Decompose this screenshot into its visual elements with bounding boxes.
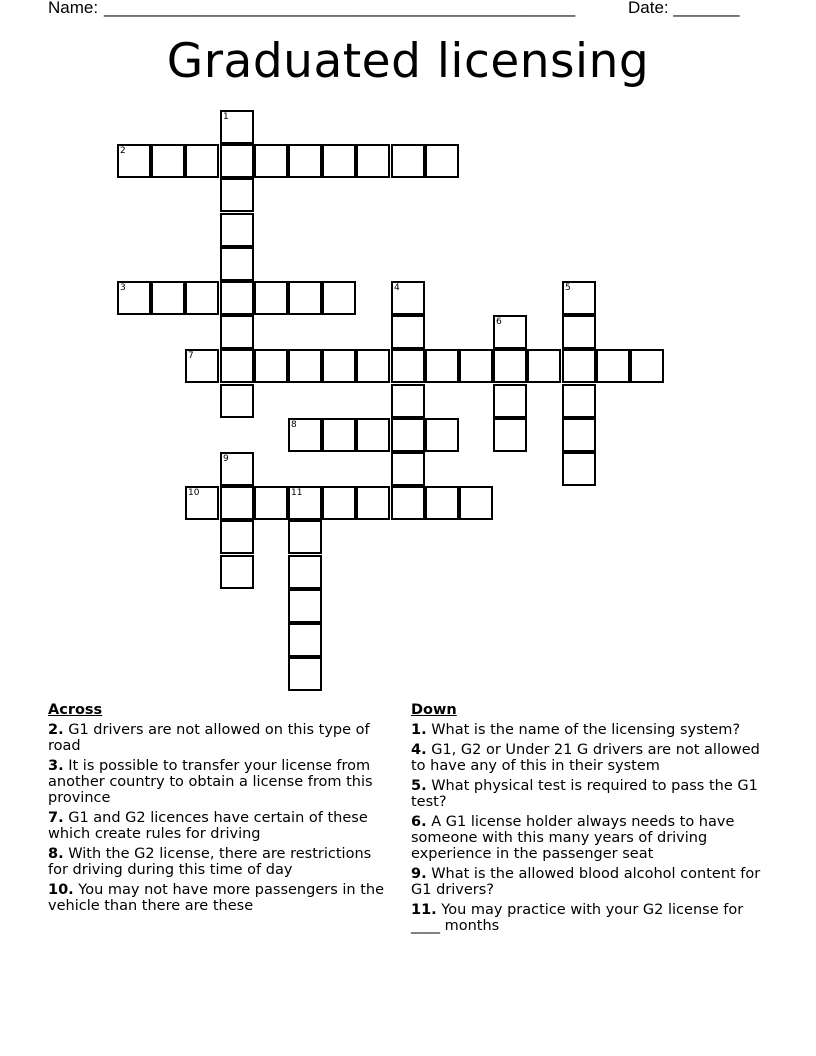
- across-clue: [48, 722, 393, 754]
- down-clue: [411, 742, 761, 774]
- clue-text: A G1 license holder always needs to have someone with this many years of driving experience in the passenger seat: [411, 814, 735, 862]
- grid-cell[interactable]: [220, 520, 254, 554]
- grid-cell[interactable]: [220, 349, 254, 383]
- clue-number: 1.: [411, 722, 427, 738]
- grid-cell[interactable]: [596, 349, 630, 383]
- grid-cell[interactable]: [356, 486, 390, 520]
- grid-cell[interactable]: [391, 144, 425, 178]
- across-clue: [48, 810, 393, 842]
- grid-cell[interactable]: [391, 486, 425, 520]
- clue-number: 11.: [411, 902, 437, 918]
- across-clue: [48, 882, 393, 914]
- clue-number-label: 8: [291, 420, 297, 430]
- grid-cell[interactable]: [493, 418, 527, 452]
- grid-cell[interactable]: [459, 486, 493, 520]
- grid-cell[interactable]: [562, 349, 596, 383]
- grid-cell[interactable]: [527, 349, 561, 383]
- clue-text: What is the allowed blood alcohol content for G1 drivers?: [411, 866, 761, 898]
- grid-cell[interactable]: [288, 589, 322, 623]
- grid-cell[interactable]: [220, 178, 254, 212]
- clue-text: G1 drivers are not allowed on this type of road: [48, 722, 370, 754]
- clue-text: G1, G2 or Under 21 G drivers are not allowed to have any of this in their system: [411, 742, 760, 774]
- clue-number-label: 3: [120, 283, 126, 293]
- grid-cell[interactable]: [391, 349, 425, 383]
- grid-cell[interactable]: [220, 315, 254, 349]
- grid-cell[interactable]: [391, 384, 425, 418]
- grid-cell[interactable]: [356, 349, 390, 383]
- grid-cell[interactable]: [288, 657, 322, 691]
- grid-cell[interactable]: [493, 349, 527, 383]
- clue-number: 10.: [48, 882, 74, 898]
- date-field[interactable]: Date: _______: [628, 0, 740, 17]
- grid-cell[interactable]: [391, 315, 425, 349]
- clue-text: You may not have more passengers in the vehicle than there are these: [48, 882, 384, 914]
- name-label: Name:: [48, 0, 99, 17]
- grid-cell[interactable]: [562, 418, 596, 452]
- grid-cell[interactable]: [322, 144, 356, 178]
- across-clues: [48, 702, 393, 918]
- grid-cell[interactable]: [288, 349, 322, 383]
- clue-number: 8.: [48, 846, 64, 862]
- grid-cell[interactable]: [288, 555, 322, 589]
- grid-cell[interactable]: [220, 144, 254, 178]
- grid-cell[interactable]: [425, 144, 459, 178]
- grid-cell[interactable]: [220, 486, 254, 520]
- across-heading: Across: [48, 702, 103, 718]
- down-clues: [411, 702, 761, 938]
- clue-number: 5.: [411, 778, 427, 794]
- clue-text: What physical test is required to pass the G1 test?: [411, 778, 758, 810]
- grid-cell[interactable]: [391, 452, 425, 486]
- grid-cell[interactable]: [356, 144, 390, 178]
- grid-cell[interactable]: [425, 349, 459, 383]
- name-blank[interactable]: ____________________________________________________: [104, 0, 575, 17]
- clue-text: What is the name of the licensing system?: [431, 722, 741, 738]
- grid-cell[interactable]: [151, 144, 185, 178]
- grid-cell[interactable]: [151, 281, 185, 315]
- clue-number: 3.: [48, 758, 64, 774]
- clue-number-label: 7: [188, 351, 194, 361]
- grid-cell[interactable]: [220, 213, 254, 247]
- clue-number-label: 11: [291, 488, 303, 498]
- grid-cell[interactable]: [425, 418, 459, 452]
- down-clue: [411, 778, 761, 810]
- clue-text: You may practice with your G2 license for ____ months: [411, 902, 744, 934]
- clue-number: 7.: [48, 810, 64, 826]
- down-clue: [411, 722, 761, 738]
- grid-cell[interactable]: [562, 315, 596, 349]
- clue-number: 6.: [411, 814, 427, 830]
- grid-cell[interactable]: [288, 520, 322, 554]
- clue-number: 4.: [411, 742, 427, 758]
- grid-cell[interactable]: [322, 281, 356, 315]
- grid-cell[interactable]: [459, 349, 493, 383]
- clue-number-label: 4: [394, 283, 400, 293]
- puzzle-title: Graduated licensing: [166, 34, 650, 89]
- clue-number-label: 2: [120, 146, 126, 156]
- clue-number-label: 9: [223, 454, 229, 464]
- clue-number-label: 10: [188, 488, 200, 498]
- grid-cell[interactable]: [493, 384, 527, 418]
- grid-cell[interactable]: [356, 418, 390, 452]
- grid-cell[interactable]: [220, 247, 254, 281]
- clue-text: It is possible to transfer your license from another country to obtain a license from this province: [48, 758, 373, 806]
- down-heading: Down: [411, 702, 457, 718]
- grid-cell[interactable]: [220, 384, 254, 418]
- clue-number: 2.: [48, 722, 64, 738]
- grid-cell[interactable]: [322, 349, 356, 383]
- grid-cell[interactable]: [254, 486, 288, 520]
- grid-cell[interactable]: [254, 144, 288, 178]
- down-clue: [411, 814, 761, 862]
- across-clue: [48, 758, 393, 806]
- grid-cell[interactable]: [288, 623, 322, 657]
- grid-cell[interactable]: [322, 486, 356, 520]
- clue-text: With the G2 license, there are restrictions for driving during this time of day: [48, 846, 372, 878]
- grid-cell[interactable]: [562, 452, 596, 486]
- across-clue: [48, 846, 393, 878]
- grid-cell[interactable]: [254, 349, 288, 383]
- grid-cell[interactable]: [425, 486, 459, 520]
- grid-cell[interactable]: [185, 144, 219, 178]
- grid-cell[interactable]: [185, 281, 219, 315]
- grid-cell[interactable]: [220, 281, 254, 315]
- clue-number-label: 6: [496, 317, 502, 327]
- grid-cell[interactable]: [322, 418, 356, 452]
- clue-number-label: 5: [565, 283, 571, 293]
- clue-text: G1 and G2 licences have certain of these which create rules for driving: [48, 810, 368, 842]
- grid-cell[interactable]: [220, 555, 254, 589]
- grid-cell[interactable]: [391, 418, 425, 452]
- clue-number-label: 1: [223, 112, 229, 122]
- grid-cell[interactable]: [288, 281, 322, 315]
- grid-cell[interactable]: [630, 349, 664, 383]
- grid-cell[interactable]: [254, 281, 288, 315]
- clue-number: 9.: [411, 866, 427, 882]
- grid-cell[interactable]: [562, 384, 596, 418]
- down-clue: [411, 866, 761, 898]
- grid-cell[interactable]: [288, 144, 322, 178]
- down-clue: [411, 902, 761, 934]
